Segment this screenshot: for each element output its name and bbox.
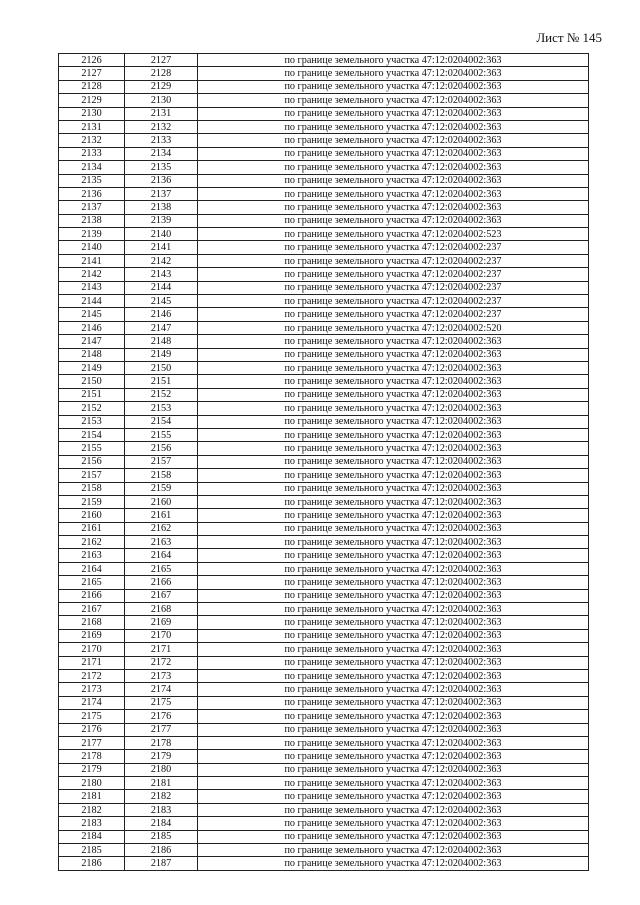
point-to-cell: 2153 [125,402,198,415]
table-row [59,629,589,642]
table-row [59,214,589,227]
point-from-cell: 2144 [59,295,125,308]
point-from-cell: 2148 [59,348,125,361]
point-from-cell: 2129 [59,94,125,107]
point-from-cell: 2153 [59,415,125,428]
point-from-cell: 2175 [59,710,125,723]
point-from-cell: 2157 [59,469,125,482]
table-row [59,120,589,133]
table-row [59,750,589,763]
boundary-description-cell: по границе земельного участка 47:12:0204002:237 [198,281,589,294]
boundary-description-cell: по границе земельного участка 47:12:0204002:363 [198,723,589,736]
point-to-cell: 2158 [125,469,198,482]
table-row [59,509,589,522]
boundary-table [58,53,589,871]
point-to-cell: 2167 [125,589,198,602]
boundary-description-cell: по границе земельного участка 47:12:0204002:363 [198,80,589,93]
table-row [59,482,589,495]
boundary-description-cell: по границе земельного участка 47:12:0204002:363 [198,161,589,174]
table-row [59,375,589,388]
boundary-description-cell: по границе земельного участка 47:12:0204002:363 [198,174,589,187]
point-from-cell: 2179 [59,763,125,776]
boundary-description-cell: по границе земельного участка 47:12:0204002:363 [198,562,589,575]
point-from-cell: 2165 [59,576,125,589]
sheet-number: Лист № 145 [536,30,602,45]
table-row [59,254,589,267]
table-row [59,348,589,361]
point-from-cell: 2162 [59,536,125,549]
point-from-cell: 2180 [59,777,125,790]
point-from-cell: 2173 [59,683,125,696]
boundary-description-cell: по границе земельного участка 47:12:0204002:363 [198,147,589,160]
point-to-cell: 2164 [125,549,198,562]
table-row [59,803,589,816]
boundary-table-body [59,54,589,871]
table-row [59,428,589,441]
point-from-cell: 2184 [59,830,125,843]
point-to-cell: 2178 [125,736,198,749]
point-from-cell: 2155 [59,442,125,455]
point-to-cell: 2179 [125,750,198,763]
boundary-description-cell: по границе земельного участка 47:12:0204002:363 [198,536,589,549]
table-row [59,562,589,575]
boundary-description-cell: по границе земельного участка 47:12:0204002:363 [198,455,589,468]
table-row [59,669,589,682]
boundary-description-cell: по границе земельного участка 47:12:0204002:363 [198,643,589,656]
boundary-description-cell: по границе земельного участка 47:12:0204002:363 [198,335,589,348]
table-row [59,469,589,482]
point-from-cell: 2160 [59,509,125,522]
table-row [59,402,589,415]
point-to-cell: 2152 [125,388,198,401]
boundary-description-cell: по границе земельного участка 47:12:0204002:237 [198,295,589,308]
point-to-cell: 2144 [125,281,198,294]
point-from-cell: 2150 [59,375,125,388]
table-row [59,174,589,187]
point-to-cell: 2131 [125,107,198,120]
point-to-cell: 2146 [125,308,198,321]
point-from-cell: 2168 [59,616,125,629]
point-from-cell: 2169 [59,629,125,642]
point-from-cell: 2176 [59,723,125,736]
boundary-description-cell: по границе земельного участка 47:12:0204002:363 [198,710,589,723]
boundary-description-cell: по границе земельного участка 47:12:0204002:363 [198,777,589,790]
table-row [59,549,589,562]
point-from-cell: 2172 [59,669,125,682]
table-row [59,522,589,535]
point-to-cell: 2184 [125,817,198,830]
table-row [59,361,589,374]
table-row [59,415,589,428]
point-to-cell: 2127 [125,54,198,67]
table-row [59,723,589,736]
point-from-cell: 2126 [59,54,125,67]
boundary-description-cell: по границе земельного участка 47:12:0204002:363 [198,629,589,642]
boundary-description-cell: по границе земельного участка 47:12:0204002:363 [198,549,589,562]
table-row [59,54,589,67]
table-row [59,388,589,401]
table-row [59,67,589,80]
boundary-description-cell: по границе земельного участка 47:12:0204002:363 [198,736,589,749]
table-row [59,736,589,749]
boundary-description-cell: по границе земельного участка 47:12:0204002:363 [198,509,589,522]
table-row [59,683,589,696]
boundary-description-cell: по границе земельного участка 47:12:0204002:363 [198,120,589,133]
point-to-cell: 2135 [125,161,198,174]
table-row [59,830,589,843]
boundary-description-cell: по границе земельного участка 47:12:0204002:363 [198,803,589,816]
point-to-cell: 2170 [125,629,198,642]
table-row [59,80,589,93]
point-from-cell: 2140 [59,241,125,254]
table-row [59,710,589,723]
table-row [59,321,589,334]
boundary-description-cell: по границе земельного участка 47:12:0204002:363 [198,857,589,870]
point-to-cell: 2133 [125,134,198,147]
boundary-description-cell: по границе земельного участка 47:12:0204002:237 [198,268,589,281]
point-to-cell: 2163 [125,536,198,549]
point-to-cell: 2148 [125,335,198,348]
boundary-description-cell: по границе земельного участка 47:12:0204002:363 [198,134,589,147]
point-from-cell: 2141 [59,254,125,267]
point-to-cell: 2187 [125,857,198,870]
boundary-description-cell: по границе земельного участка 47:12:0204002:237 [198,308,589,321]
point-from-cell: 2185 [59,844,125,857]
table-row [59,495,589,508]
point-from-cell: 2181 [59,790,125,803]
point-from-cell: 2138 [59,214,125,227]
point-to-cell: 2171 [125,643,198,656]
boundary-description-cell: по границе земельного участка 47:12:0204002:363 [198,201,589,214]
boundary-description-cell: по границе земельного участка 47:12:0204002:363 [198,763,589,776]
point-from-cell: 2154 [59,428,125,441]
table-row [59,857,589,870]
table-row [59,147,589,160]
point-from-cell: 2166 [59,589,125,602]
point-from-cell: 2146 [59,321,125,334]
point-from-cell: 2134 [59,161,125,174]
boundary-description-cell: по границе земельного участка 47:12:0204002:363 [198,94,589,107]
point-from-cell: 2137 [59,201,125,214]
boundary-description-cell: по границе земельного участка 47:12:0204002:363 [198,656,589,669]
boundary-description-cell: по границе земельного участка 47:12:0204002:363 [198,696,589,709]
point-to-cell: 2140 [125,228,198,241]
table-row [59,536,589,549]
point-from-cell: 2151 [59,388,125,401]
table-row [59,589,589,602]
point-from-cell: 2136 [59,187,125,200]
point-from-cell: 2149 [59,361,125,374]
point-from-cell: 2139 [59,228,125,241]
point-to-cell: 2180 [125,763,198,776]
table-row [59,817,589,830]
boundary-description-cell: по границе земельного участка 47:12:0204002:363 [198,375,589,388]
point-to-cell: 2151 [125,375,198,388]
point-to-cell: 2172 [125,656,198,669]
boundary-description-cell: по границе земельного участка 47:12:0204002:363 [198,402,589,415]
boundary-description-cell: по границе земельного участка 47:12:0204002:363 [198,361,589,374]
point-to-cell: 2134 [125,147,198,160]
boundary-description-cell: по границе земельного участка 47:12:0204002:363 [198,683,589,696]
point-from-cell: 2171 [59,656,125,669]
boundary-description-cell: по границе земельного участка 47:12:0204002:523 [198,228,589,241]
boundary-description-cell: по границе земельного участка 47:12:0204002:363 [198,576,589,589]
point-to-cell: 2182 [125,790,198,803]
table-row [59,161,589,174]
point-from-cell: 2131 [59,120,125,133]
point-to-cell: 2186 [125,844,198,857]
point-to-cell: 2161 [125,509,198,522]
boundary-description-cell: по границе земельного участка 47:12:0204002:363 [198,348,589,361]
table-row [59,295,589,308]
boundary-description-cell: по границе земельного участка 47:12:0204002:363 [198,495,589,508]
point-from-cell: 2130 [59,107,125,120]
point-to-cell: 2183 [125,803,198,816]
point-to-cell: 2128 [125,67,198,80]
table-row [59,335,589,348]
boundary-description-cell: по границе земельного участка 47:12:0204002:363 [198,616,589,629]
table-row [59,763,589,776]
boundary-description-cell: по границе земельного участка 47:12:0204002:363 [198,54,589,67]
point-to-cell: 2175 [125,696,198,709]
point-to-cell: 2137 [125,187,198,200]
point-from-cell: 2132 [59,134,125,147]
point-to-cell: 2176 [125,710,198,723]
point-to-cell: 2165 [125,562,198,575]
point-from-cell: 2163 [59,549,125,562]
point-from-cell: 2158 [59,482,125,495]
point-from-cell: 2177 [59,736,125,749]
boundary-description-cell: по границе земельного участка 47:12:0204002:363 [198,603,589,616]
table-row [59,94,589,107]
boundary-description-cell: по границе земельного участка 47:12:0204002:363 [198,428,589,441]
table-row [59,790,589,803]
point-from-cell: 2145 [59,308,125,321]
boundary-description-cell: по границе земельного участка 47:12:0204002:363 [198,750,589,763]
table-row [59,656,589,669]
table-row [59,616,589,629]
point-from-cell: 2161 [59,522,125,535]
table-row [59,187,589,200]
point-to-cell: 2173 [125,669,198,682]
point-to-cell: 2185 [125,830,198,843]
boundary-description-cell: по границе земельного участка 47:12:0204002:363 [198,442,589,455]
boundary-description-cell: по границе земельного участка 47:12:0204002:520 [198,321,589,334]
point-to-cell: 2177 [125,723,198,736]
boundary-description-cell: по границе земельного участка 47:12:0204002:237 [198,241,589,254]
point-to-cell: 2168 [125,603,198,616]
boundary-description-cell: по границе земельного участка 47:12:0204002:363 [198,107,589,120]
boundary-description-cell: по границе земельного участка 47:12:0204002:363 [198,844,589,857]
point-from-cell: 2159 [59,495,125,508]
point-from-cell: 2147 [59,335,125,348]
point-from-cell: 2143 [59,281,125,294]
point-from-cell: 2182 [59,803,125,816]
point-to-cell: 2160 [125,495,198,508]
table-row [59,308,589,321]
boundary-description-cell: по границе земельного участка 47:12:0204002:363 [198,415,589,428]
point-from-cell: 2135 [59,174,125,187]
table-row [59,844,589,857]
point-to-cell: 2145 [125,295,198,308]
table-row [59,455,589,468]
point-from-cell: 2127 [59,67,125,80]
point-to-cell: 2142 [125,254,198,267]
table-row [59,696,589,709]
point-to-cell: 2157 [125,455,198,468]
table-row [59,228,589,241]
boundary-description-cell: по границе земельного участка 47:12:0204002:363 [198,790,589,803]
point-to-cell: 2132 [125,120,198,133]
point-to-cell: 2166 [125,576,198,589]
boundary-description-cell: по границе земельного участка 47:12:0204002:363 [198,388,589,401]
point-to-cell: 2154 [125,415,198,428]
point-from-cell: 2170 [59,643,125,656]
point-from-cell: 2186 [59,857,125,870]
point-to-cell: 2136 [125,174,198,187]
point-to-cell: 2155 [125,428,198,441]
boundary-description-cell: по границе земельного участка 47:12:0204002:363 [198,214,589,227]
table-row [59,576,589,589]
point-to-cell: 2169 [125,616,198,629]
boundary-description-cell: по границе земельного участка 47:12:0204002:363 [198,522,589,535]
point-from-cell: 2152 [59,402,125,415]
boundary-description-cell: по границе земельного участка 47:12:0204002:237 [198,254,589,267]
table-row [59,268,589,281]
boundary-description-cell: по границе земельного участка 47:12:0204002:363 [198,817,589,830]
point-from-cell: 2128 [59,80,125,93]
boundary-description-cell: по границе земельного участка 47:12:0204002:363 [198,67,589,80]
boundary-description-cell: по границе земельного участка 47:12:0204002:363 [198,669,589,682]
point-to-cell: 2143 [125,268,198,281]
point-from-cell: 2164 [59,562,125,575]
table-row [59,281,589,294]
boundary-description-cell: по границе земельного участка 47:12:0204002:363 [198,482,589,495]
table-row [59,107,589,120]
table-row [59,241,589,254]
point-from-cell: 2133 [59,147,125,160]
boundary-description-cell: по границе земельного участка 47:12:0204002:363 [198,469,589,482]
point-to-cell: 2141 [125,241,198,254]
table-row [59,603,589,616]
point-from-cell: 2156 [59,455,125,468]
point-to-cell: 2139 [125,214,198,227]
boundary-description-cell: по границе земельного участка 47:12:0204002:363 [198,187,589,200]
point-from-cell: 2142 [59,268,125,281]
point-from-cell: 2167 [59,603,125,616]
point-to-cell: 2150 [125,361,198,374]
point-from-cell: 2178 [59,750,125,763]
table-row [59,442,589,455]
point-to-cell: 2156 [125,442,198,455]
point-to-cell: 2174 [125,683,198,696]
boundary-description-cell: по границе земельного участка 47:12:0204002:363 [198,589,589,602]
point-from-cell: 2174 [59,696,125,709]
table-row [59,643,589,656]
table-row [59,777,589,790]
point-to-cell: 2129 [125,80,198,93]
boundary-description-cell: по границе земельного участка 47:12:0204002:363 [198,830,589,843]
point-to-cell: 2147 [125,321,198,334]
point-to-cell: 2149 [125,348,198,361]
point-from-cell: 2183 [59,817,125,830]
point-to-cell: 2138 [125,201,198,214]
table-row [59,134,589,147]
point-to-cell: 2130 [125,94,198,107]
point-to-cell: 2181 [125,777,198,790]
point-to-cell: 2162 [125,522,198,535]
point-to-cell: 2159 [125,482,198,495]
table-row [59,201,589,214]
